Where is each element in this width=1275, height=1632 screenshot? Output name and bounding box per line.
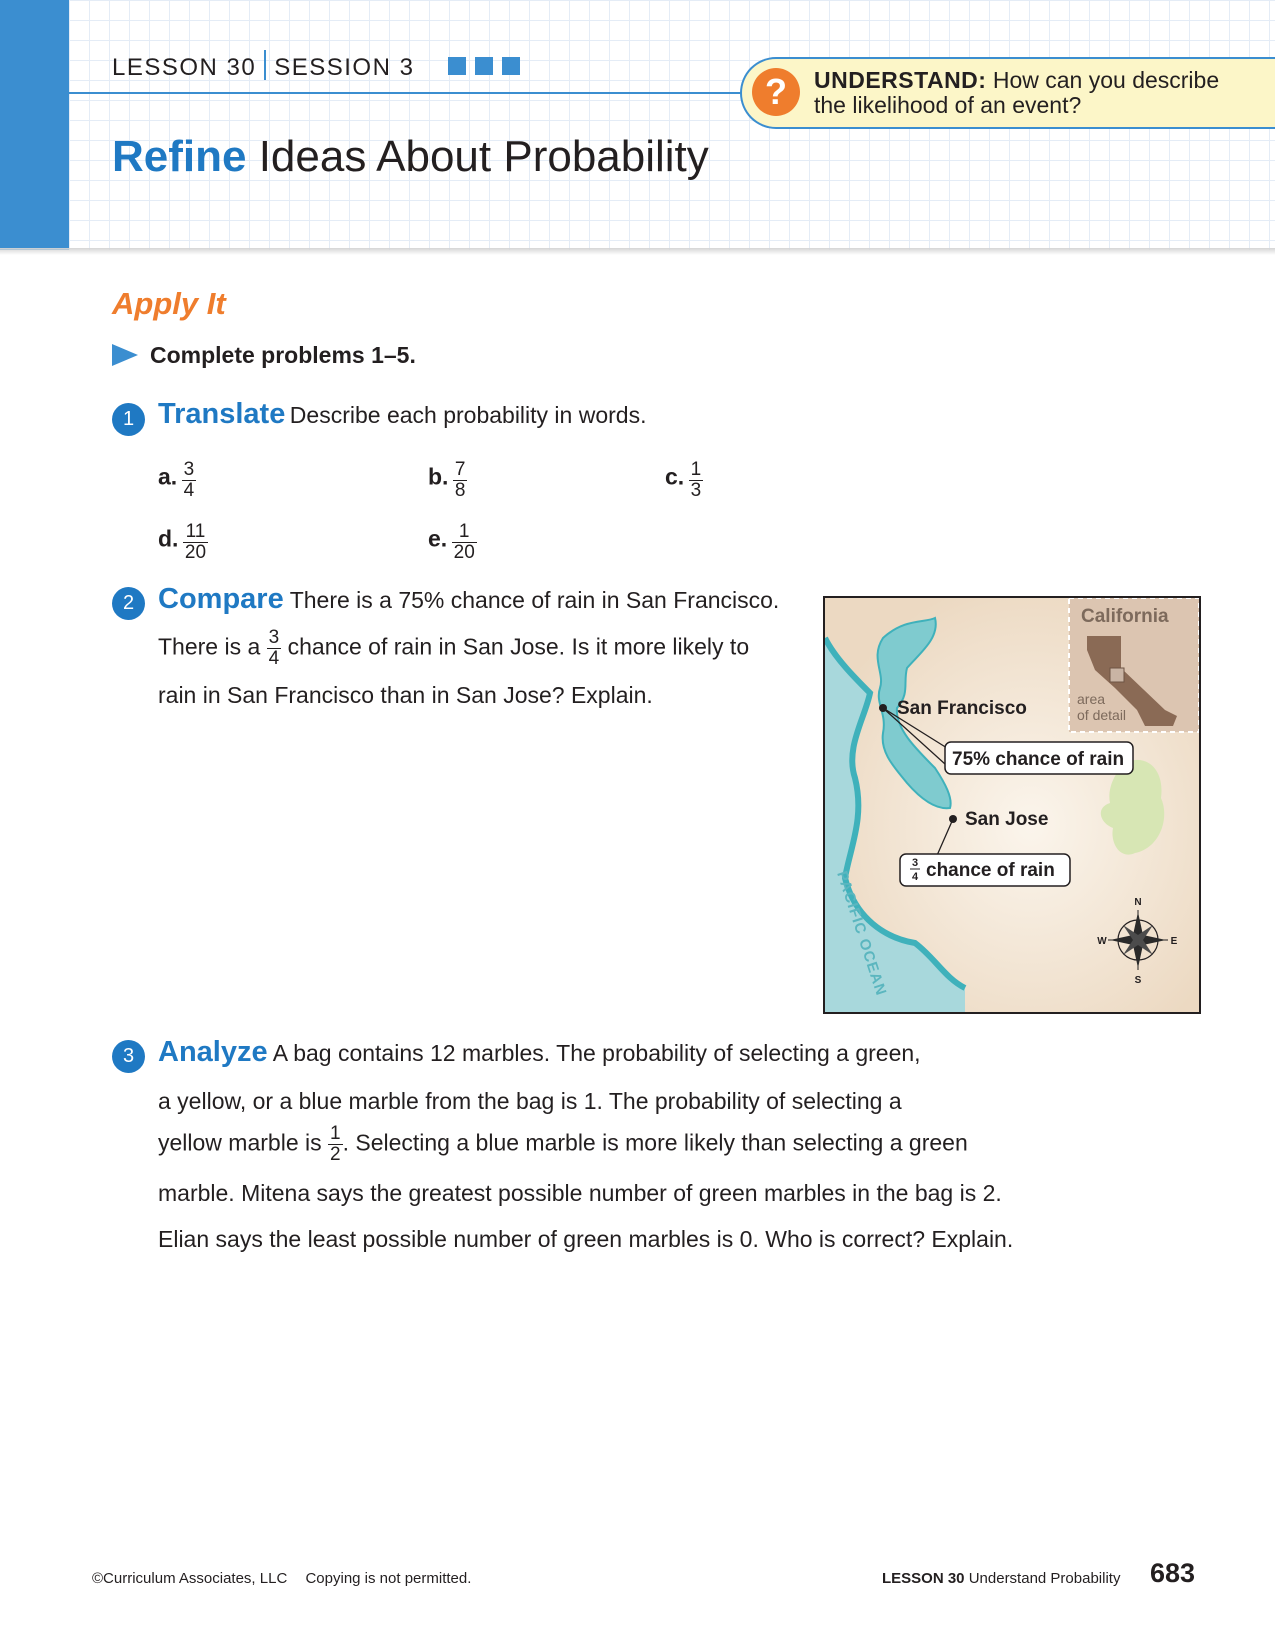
header-divider [0,248,1275,255]
problem-3-line-1 [158,1036,921,1069]
problem-3-text: . Selecting a blue marble is more likely than selecting a green [342,1129,968,1156]
problem-number: 2 [112,587,145,620]
fraction-denominator: 4 [183,480,195,501]
rain-map [823,596,1201,1014]
problem-3-text: A bag contains 12 marbles. The probability of selecting a green, [272,1040,921,1066]
sj-fraction-denominator: 4 [911,871,919,883]
problem-1-item-c [665,460,703,501]
understand-question [814,68,1254,118]
fraction-numerator: 1 [690,459,702,480]
item-label: d. [158,525,179,552]
page-title [112,132,709,182]
san-jose-label: San Jose [965,809,1049,830]
session-square-icon [475,57,493,75]
area-of-detail-marker [1110,668,1124,682]
sf-callout-text: 75% chance of rain [952,749,1125,770]
problem-number: 3 [112,1040,145,1073]
item-label: b. [428,463,449,490]
fraction [267,628,282,669]
san-francisco-label: San Francisco [897,698,1027,719]
problem-3-line-2: a yellow, or a blue marble from the bag is 1. The probability of selecting a [158,1088,902,1114]
problem-2-line-3: rain in San Francisco than in San Jose? Explain. [158,682,653,708]
section-heading: Apply It [112,286,226,321]
fraction-numerator: 3 [268,627,280,648]
compass-s: S [1134,975,1142,986]
fraction-numerator: 3 [183,459,195,480]
problem-3-line-5: Elian says the least possible number of green marbles is 0. Who is correct? Explain. [158,1226,1014,1252]
problem-2-line-2 [158,628,749,669]
compass-e: E [1170,936,1178,947]
problem-2-text: There is a 75% chance of rain in San Francisco. [289,587,780,613]
fraction [182,460,197,501]
fraction [183,522,208,563]
fraction-denominator: 20 [453,542,475,563]
lesson-separator [264,50,266,80]
compass-w: W [1097,936,1107,947]
fraction [452,522,477,563]
copyright-text: ©Curriculum Associates, LLC [92,1570,288,1587]
session-label: SESSION 3 [274,54,415,81]
item-label: a. [158,463,178,490]
footer-lesson-number: LESSON 30 [882,1570,965,1587]
area-detail-line: of detail [1077,707,1127,723]
fraction-denominator: 4 [268,648,280,669]
footer-lesson-title: Understand Probability [968,1570,1121,1587]
footer-copyright [92,1570,471,1587]
page-title-bold: Refine [112,132,247,181]
problem-2-line-1 [158,583,779,616]
fraction-numerator: 7 [454,459,466,480]
problem-1-prompt [158,398,646,431]
problem-2-text: There is a [158,633,261,660]
problem-3-text: yellow marble is [158,1129,322,1156]
fraction-denominator: 2 [330,1144,341,1165]
compass-n: N [1134,897,1142,908]
problem-3-line-4: marble. Mitena says the greatest possible number of green marbles in the bag is 2. [158,1180,1002,1206]
session-square-icon [502,57,520,75]
problem-number: 1 [112,403,145,436]
fraction-denominator: 20 [184,542,207,563]
question-icon: ? [752,68,800,116]
problem-1-item-a [158,460,196,501]
fraction-denominator: 8 [454,480,466,501]
session-square-icon [448,57,466,75]
page-number: 683 [1150,1558,1196,1588]
lesson-label: LESSON 30 [112,54,257,81]
sj-fraction-numerator: 3 [911,857,919,869]
page-title-rest: Ideas About Probability [246,132,709,181]
lesson-session-label [112,50,520,82]
understand-question-text: How can you describe the likelihood of an event? [814,67,1220,118]
problem-2-text: chance of rain in San Jose. Is it more likely to [287,633,750,660]
understand-label: UNDERSTAND: [814,67,987,93]
fraction-numerator: 1 [330,1123,341,1144]
problem-1-item-d [158,522,208,563]
state-label: California [1081,606,1169,627]
fraction-denominator: 3 [690,480,702,501]
problem-2-head: Compare [158,583,284,615]
problem-1-item-e [428,522,477,563]
item-label: c. [665,463,685,490]
problem-3-head: Analyze [158,1036,268,1068]
item-label: e. [428,525,448,552]
problem-1-text: Describe each probability in words. [289,402,647,428]
fraction-numerator: 1 [452,522,477,543]
fraction [328,1124,343,1165]
footer-lesson [882,1570,1120,1587]
fraction [453,460,468,501]
sj-callout-text: chance of rain [926,860,1055,881]
arrow-right-icon [112,344,138,366]
fraction-numerator: 11 [183,522,208,543]
problem-3-line-3 [158,1124,968,1165]
fraction [689,460,704,501]
problem-1-item-b [428,460,467,501]
copying-text: Copying is not permitted. [305,1570,472,1587]
header-rule [69,92,741,94]
header-side-bar [0,0,69,250]
section-instruction: Complete problems 1–5. [150,342,416,368]
area-detail-line: area [1077,691,1106,707]
problem-1-head: Translate [158,398,286,430]
map-graphic [825,598,1199,1012]
ocean-label: PACIFIC OCEAN [833,868,890,999]
